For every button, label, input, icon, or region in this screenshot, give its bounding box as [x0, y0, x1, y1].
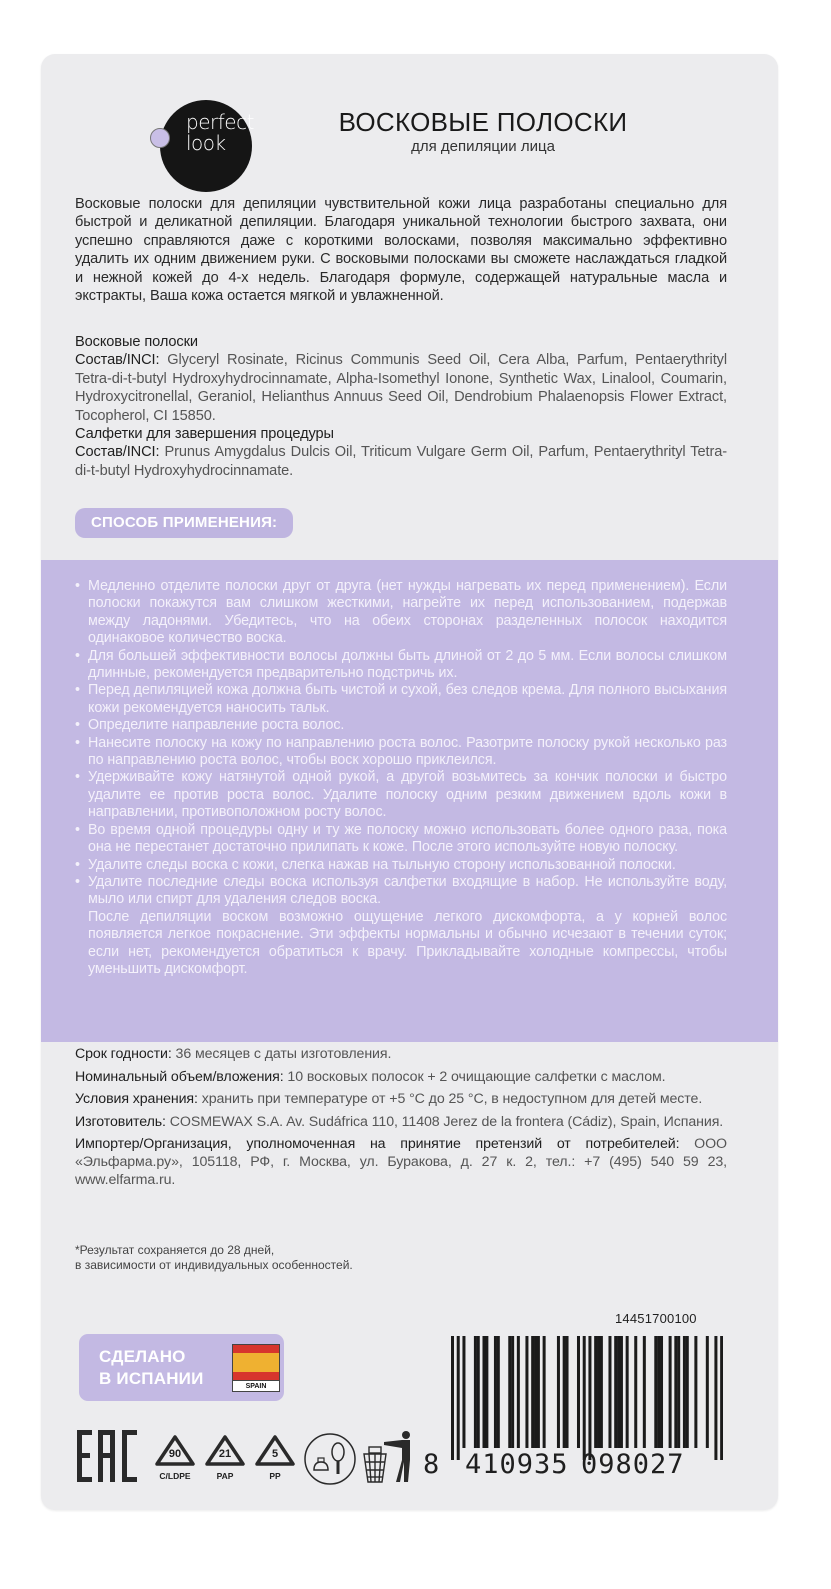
barcode-bar	[563, 1336, 566, 1448]
barcode-bar	[686, 1336, 689, 1448]
brand-logo	[150, 100, 260, 210]
howto-title: СПОСОБ ПРИМЕНЕНИЯ:	[75, 508, 293, 538]
ingredients-heading: Салфетки для завершения процедуры	[75, 426, 334, 443]
info-row-manufacturer	[75, 1114, 727, 1132]
howto-step: • Удалите следы воска с кожи, слегка нажав на тыльную сторону использованной полоски.	[75, 857, 727, 874]
barcode-bar	[714, 1336, 717, 1460]
barcode-bar	[626, 1336, 629, 1448]
footnote-line-1: *Результат сохраняется до 28 дней,	[75, 1243, 275, 1257]
barcode-bar	[706, 1336, 709, 1448]
barcode-bar	[654, 1336, 657, 1448]
ingredients-list	[75, 443, 727, 480]
barcode-bar	[462, 1336, 465, 1448]
barcode-group-left: 410935	[465, 1449, 569, 1480]
logo-line-1: perfect	[186, 110, 254, 134]
barcode-bar	[511, 1336, 514, 1448]
howto-step: • Определите направление роста волос.	[75, 717, 727, 734]
barcode-bar	[534, 1336, 537, 1448]
info-value: COSMEWAX S.A. Av. Sudáfrica 110, 11408 Jerez de la frontera (Cádiz), Spain, Испания.	[165, 1113, 724, 1130]
barcode-bar	[643, 1336, 646, 1448]
recycling-icon	[253, 1434, 297, 1481]
barcode-bar	[594, 1336, 597, 1448]
barcode-bar	[634, 1336, 637, 1448]
made-in-badge	[79, 1334, 284, 1401]
ingredients-list	[75, 351, 727, 425]
inci-text: Glyceryl Rosinate, Ricinus Communis Seed Oil, Cera Alba, Parfum, Pentaerythrityl Tetra-di-t-butyl Hydroxyhydrocinnamate, Alpha-Isomethyl Ionone, Synthetic Wax, Linalool, Coumarin, Hydroxycitronellal, Geraniol, Helianthus Annuus Seed Oil, Dendrobium Phalaenopsis Flower Extract, Tocopherol, CI 15850.	[75, 352, 727, 424]
info-row-shelf-life	[75, 1046, 727, 1064]
footnote-line-2: в зависимости от индивидуальных особенностей.	[75, 1257, 353, 1272]
info-row-contents	[75, 1069, 727, 1087]
product-description	[75, 195, 727, 305]
barcode-bar	[657, 1336, 660, 1448]
barcode-bar	[677, 1336, 680, 1448]
barcode-bar	[566, 1336, 569, 1448]
spain-flag-icon	[232, 1344, 280, 1392]
barcode-bar	[517, 1336, 520, 1448]
barcode-bar	[497, 1336, 500, 1448]
barcode-bar	[583, 1336, 586, 1460]
recycling-icon	[153, 1434, 197, 1481]
info-key: Изготовитель:	[75, 1113, 166, 1130]
recycling-label: PAP	[216, 1471, 234, 1481]
logo-wordmark	[186, 112, 254, 154]
barcode-bar	[494, 1336, 497, 1448]
recycling-label: C/LDPE	[159, 1471, 191, 1481]
info-value: 10 восковых полосок + 2 очищающие салфетки с маслом.	[283, 1068, 666, 1085]
info-key: Условия хранения:	[75, 1091, 198, 1108]
info-value: 36 месяцев с даты изготовления.	[171, 1046, 392, 1062]
barcode-bar	[597, 1336, 600, 1448]
info-row-storage	[75, 1091, 727, 1109]
barcode-bar	[477, 1336, 480, 1448]
barcode-group-right: 098027	[581, 1449, 685, 1480]
barcode-bar	[577, 1336, 580, 1448]
barcode-bar	[694, 1336, 697, 1448]
barcode-bar	[485, 1336, 488, 1448]
tidyman-bin-icon	[362, 1430, 414, 1486]
made-in-line-1: СДЕЛАНО	[99, 1347, 186, 1366]
barcode-bar	[683, 1336, 686, 1448]
barcode-bar	[660, 1336, 663, 1448]
recycling-code: 21	[218, 1448, 232, 1460]
barcode-bar	[588, 1336, 591, 1460]
product-info	[75, 1046, 727, 1194]
howto-step: • Для большей эффективности волосы должны быть длиной от 2 до 5 мм. Если волосы слишком длинные, рекомендуется предварительно подстричь их.	[75, 648, 727, 683]
description-text: Восковые полоски для депиляции чувствительной кожи лица разработаны специально для быстрой и деликатной депиляции. Благодаря уникальной технологии быстрого захвата, они успешно справляются даже с короткими волосками, позволяя максимально эффективно удалить их одним движением руки. С восковыми полосками вы сможете наслаждаться гладкой и нежной кожей до 4-х недель. Благодаря формуле, содержащей натуральные масла и экстракты, Ваша кожа остается мягкой и увлажненной.	[75, 196, 727, 305]
barcode-bar	[543, 1336, 546, 1448]
info-key: Импортер/Организация, уполномоченная на принятие претензий от потребителей:	[75, 1136, 680, 1153]
howto-step: • Медленно отделите полоски друг от друга (нет нужды нагревать их перед применением). Если полоски покажутся вам слишком жесткими, нагрейте их перед использованием, подержав между ладонями. Убедитесь, что на обеих сторонах разделенных полосок находится одинаковое количество воска.	[75, 578, 727, 648]
barcode-bar	[600, 1336, 603, 1448]
barcode	[451, 1336, 723, 1460]
howto-step: • Перед депиляцией кожа должна быть чистой и сухой, без следов крема. Для полного высыхания кожи рекомендуется наносить тальк.	[75, 682, 727, 717]
eac-mark-icon	[77, 1430, 139, 1482]
info-key: Срок годности:	[75, 1046, 172, 1062]
recycling-icon	[203, 1434, 247, 1481]
cosmetic-pao-icon	[303, 1432, 357, 1486]
barcode-digit-first: 8	[423, 1449, 441, 1480]
recycling-label: PP	[269, 1471, 281, 1481]
product-subtitle: для депиляции лица	[411, 138, 555, 155]
certification-marks	[77, 1430, 417, 1490]
info-value: ООО «Эльфарма.ру», 105118, РФ, г. Москва, ул. Буракова, д. 27 к. 2, тел.: +7 (495) 540 59 23, www.elfarma.ru.	[75, 1136, 727, 1188]
recycling-code: 90	[168, 1448, 182, 1460]
barcode-bar	[720, 1336, 723, 1460]
barcode-bar	[451, 1336, 454, 1460]
barcode-bar	[537, 1336, 540, 1448]
howto-step: • Нанесите полоску на кожу по направлению роста волос. Разотрите полоску рукой несколько раз по направлению роста волос, чтобы воск хорошо приклеился.	[75, 735, 727, 770]
howto-step: • Удалите последние следы воска используя салфетки входящие в набор. Не используйте воду, мыло или спирт для удаления следов воска.	[75, 874, 727, 909]
barcode-bar	[669, 1336, 672, 1448]
barcode-bar	[508, 1336, 511, 1448]
package-panel	[41, 54, 778, 1510]
inci-text: Prunus Amygdalus Dulcis Oil, Triticum Vulgare Germ Oil, Parfum, Pentaerythrityl Tetra-di-t-butyl Hydroxyhydrocinnamate.	[75, 444, 727, 479]
barcode-bar	[614, 1336, 617, 1448]
howto-step: • Удерживайте кожу натянутой одной рукой, а другой возьмитесь за кончик полоски и быстро удалите ее против роста волос. Удалите полоску одним резким движением вдоль кожи в направлении, противоположном росту волос.	[75, 769, 727, 821]
inci-label: Состав/INCI:	[75, 444, 160, 461]
barcode-bar	[525, 1336, 528, 1448]
recycling-code: 5	[271, 1448, 279, 1460]
inci-label: Состав/INCI:	[75, 352, 160, 369]
article-number: 14451700100	[615, 1311, 697, 1326]
barcode-bar	[617, 1336, 620, 1448]
howto-step: • Во время одной процедуры одну и ту же полоску можно использовать более одного раза, пока она не перестанет достаточно прилипать к коже. После этого используйте новую полоску.	[75, 822, 727, 857]
product-title: ВОСКОВЫЕ ПОЛОСКИ	[338, 107, 628, 137]
barcode-bar	[474, 1336, 477, 1448]
footnote	[75, 1243, 353, 1273]
flag-label: SPAIN	[233, 1380, 279, 1392]
barcode-bar	[457, 1336, 460, 1460]
made-in-text	[99, 1346, 204, 1390]
logo-line-2: look	[186, 131, 226, 155]
info-row-importer	[75, 1136, 727, 1189]
ingredients-section	[75, 333, 727, 480]
info-value: хранить при температуре от +5 °C до 25 °C, в недоступном для детей месте.	[197, 1091, 703, 1108]
barcode-bar	[620, 1336, 623, 1448]
made-in-line-2: В ИСПАНИИ	[99, 1369, 204, 1388]
barcode-bar	[674, 1336, 677, 1448]
howto-steps	[75, 578, 727, 978]
barcode-bar	[608, 1336, 611, 1448]
info-key: Номинальный объем/вложения:	[75, 1068, 284, 1085]
barcode-bar	[531, 1336, 534, 1448]
ingredients-heading: Восковые полоски	[75, 334, 198, 350]
barcode-bar	[482, 1336, 485, 1448]
howto-note: После депиляции воском возможно ощущение легкого дискомфорта, а у корней волос появляется легкое покраснение. Эти эффекты нормальны и обычно исчезают в течении суток; если нет, рекомендуется обратиться к врачу. Прикладывайте холодные компрессы, чтобы уменьшить дискомфорт.	[88, 908, 727, 977]
barcode-bar	[557, 1336, 560, 1448]
logo-dot	[150, 128, 170, 148]
